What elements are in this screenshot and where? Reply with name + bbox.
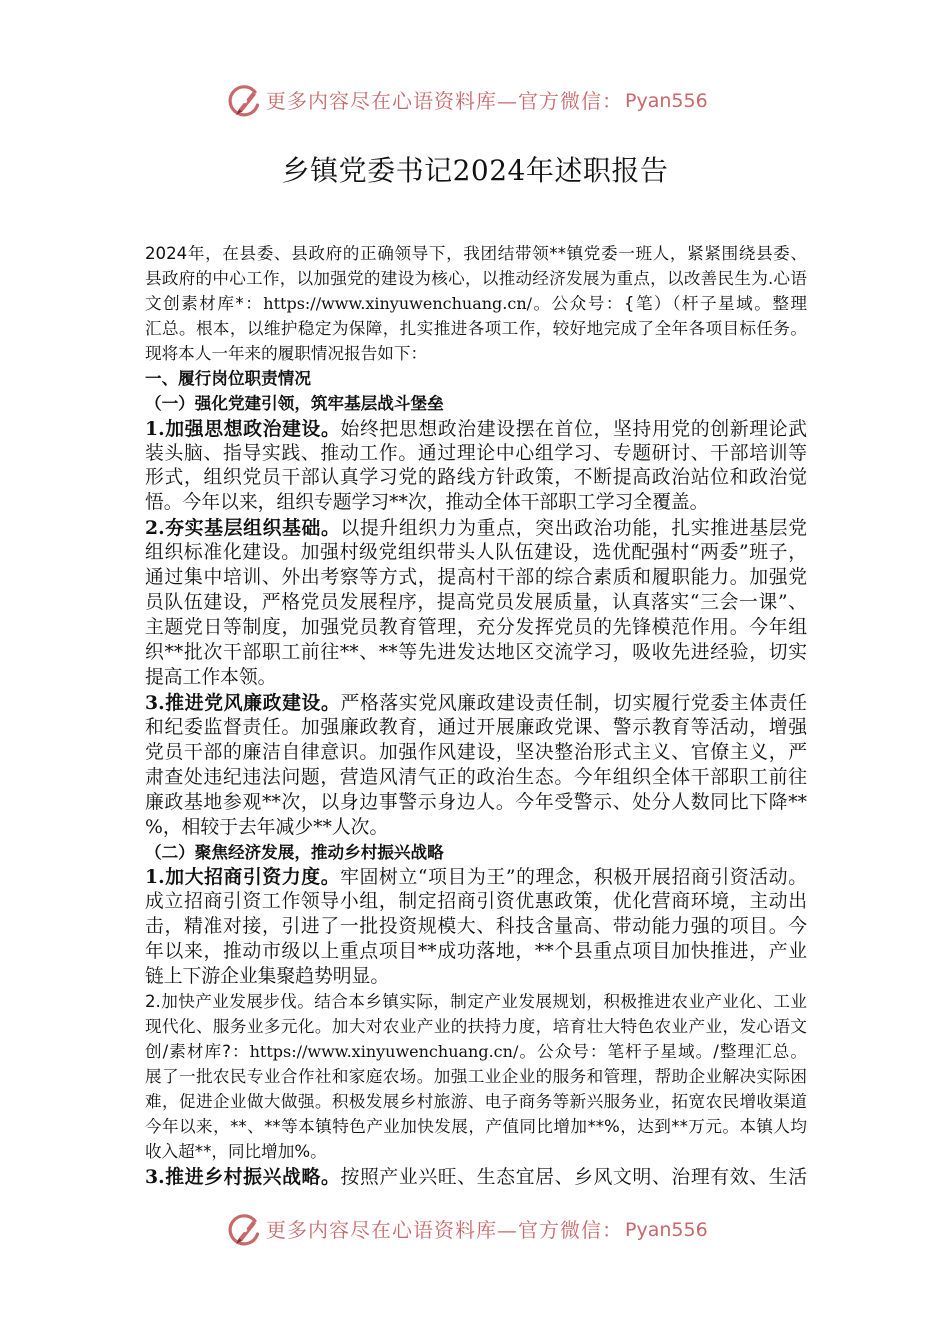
paragraph-line: 肃查处违纪违法问题，营造风清气正的政治生态。今年组织全体干部职工前往 xyxy=(145,766,807,788)
paragraph-line: 难，促进企业做大做强。积极发展乡村旅游、电子商务等新兴服务业，拓宽农民增收渠道 xyxy=(145,1091,807,1111)
paragraph-line: 党员干部的廉洁自律意识。加强作风建设，坚决整治形式主义、官僚主义，严 xyxy=(145,741,807,763)
paragraph-line: 2.加快产业发展步伐。结合本乡镇实际，制定产业发展规划，积极推进农业产业化、工业 xyxy=(145,992,807,1012)
website-url: https://www.xinyuwenchuang.cn/ xyxy=(263,293,533,313)
intro-line xyxy=(145,292,807,317)
paragraph-line xyxy=(145,417,807,442)
subsection-heading: （二）聚焦经济发展，推动乡村振兴战略 xyxy=(145,842,444,862)
subsection-heading: （一）强化党建引领，筑牢基层战斗堡垒 xyxy=(145,393,444,413)
item-lead: 3.推进党风廉政建设。 xyxy=(145,691,341,714)
paragraph-line: 今年以来，**、**等本镇特色产业加快发展，产值同比增加**%，达到**万元。本镇人均 xyxy=(145,1116,807,1136)
item-text: 以提升组织力为重点，突出政治功能，扎实推进基层党 xyxy=(340,518,808,540)
paragraph-line xyxy=(145,691,807,716)
intro-line: 2024年，在县委、县政府的正确领导下，我团结带领**镇党委一班人，紧紧围绕县委、 xyxy=(145,244,807,263)
paragraph-line: 现代化、服务业多元化。加大对农业产业的扶持力度，培育壮大特色农业产业，发心语文 xyxy=(145,1017,807,1037)
item-text: 严格落实党风廉政建设责任制，切实履行党委主体责任 xyxy=(340,692,808,714)
paragraph-line: 悟。今年以来，组织专题学习**次，推动全体干部职工学习全覆盖。 xyxy=(145,492,709,514)
item-lead: 1.加大招商引资力度。 xyxy=(145,866,341,889)
wechat-id: Pyan556 xyxy=(625,90,708,112)
paragraph-line: 提高工作本领。 xyxy=(145,666,277,688)
paragraph-line: 击，精准对接，引进了一批投资规模大、科技含量高、带动能力强的项目。今 xyxy=(145,916,807,938)
paragraph-line: 组织标准化建设。加强村级党组织带头人队伍建设，选优配强村“两委”班子， xyxy=(145,542,807,564)
paragraph-line xyxy=(145,1040,807,1065)
paragraph-line: 员队伍建设，严格党员发展程序，提高党员发展质量，认真落实“三会一课”、 xyxy=(145,592,807,614)
paragraph-line: 主题党日等制度，加强党员教育管理，充分发挥党员的先锋模范作用。今年组 xyxy=(145,617,807,639)
paragraph-line xyxy=(145,516,807,541)
paragraph-line: 和纪委监督责任。加强廉政教育，通过开展廉政党课、警示教育等活动，增强 xyxy=(145,716,807,738)
wechat-id: Pyan556 xyxy=(625,1219,708,1241)
item-text: 牢固树立“项目为王”的理念，积极开展招商引资活动。 xyxy=(340,867,808,889)
paragraph-line: 织**批次干部职工前往**、**等先进发达地区交流学习，吸收先进经验，切实 xyxy=(145,642,807,663)
paragraph-line: 廉政基地参观**次，以身边事警示身边人。今年受警示、处分人数同比下降** xyxy=(145,791,807,813)
item-text: 。公众号：笔杆子星域。/整理汇总。 xyxy=(518,1042,807,1061)
website-url: https://www.xinyuwenchuang.cn/ xyxy=(249,1042,519,1061)
item-lead: 2.夯实基层组织基础。 xyxy=(145,517,341,540)
footer-watermark xyxy=(228,1213,708,1247)
paragraph-line: 装头脑、指导实践、推动工作。通过理论中心组学习、专题研讨、干部培训等 xyxy=(145,442,807,464)
intro-line: 汇总。根本，以维护稳定为保障，扎实推进各项工作，较好地完成了全年各项目标任务。 xyxy=(145,318,807,338)
watermark-text: 更多内容尽在心语资料库—官方微信： xyxy=(266,1218,623,1242)
pen-circle-logo-icon xyxy=(228,1213,262,1247)
section-heading: 一、履行岗位职责情况 xyxy=(145,368,311,388)
item-text: 按照产业兴旺、生态宜居、乡风文明、治理有效、生活 xyxy=(340,1166,808,1188)
intro-line: 现将本人一年来的履职情况报告如下： xyxy=(145,343,428,363)
item-text: 始终把思想政治建设摆在首位，坚持用党的创新理论武 xyxy=(340,418,808,440)
item-lead: 3.推进乡村振兴战略。 xyxy=(145,1165,341,1188)
watermark-text: 更多内容尽在心语资料库—官方微信： xyxy=(266,89,623,113)
paragraph-line xyxy=(145,865,807,890)
item-text: 创/素材库?： xyxy=(145,1042,250,1061)
pen-circle-logo-icon xyxy=(228,84,262,118)
paragraph-line: 展了一批农民专业合作社和家庭农场。加强工业企业的服务和管理，帮助企业解决实际困 xyxy=(145,1066,807,1086)
paragraph-line xyxy=(145,1165,807,1190)
intro-text: 。公众号：{笔）（杆子星域。整理 xyxy=(532,293,808,313)
header-watermark xyxy=(228,84,708,118)
document-body xyxy=(145,242,807,1190)
intro-text: 文创素材库*： xyxy=(145,293,264,313)
paragraph-line: %，相较于去年减少**人次。 xyxy=(145,816,389,838)
paragraph-line: 年以来，推动市级以上重点项目**成功落地，**个县重点项目加快推进，产业 xyxy=(145,941,807,963)
intro-line: 县政府的中心工作，以加强党的建设为核心，以推动经济发展为重点，以改善民生为.心语 xyxy=(145,268,807,288)
paragraph-line: 成立招商引资工作领导小组，制定招商引资优惠政策，优化营商环境，主动出 xyxy=(145,891,807,913)
paragraph-line: 通过集中培训、外出考察等方式，提高村干部的综合素质和履职能力。加强党 xyxy=(145,567,807,589)
item-lead: 1.加强思想政治建设。 xyxy=(145,417,341,440)
paragraph-line: 链上下游企业集聚趋势明显。 xyxy=(145,966,390,988)
document-title: 乡镇党委书记2024年述职报告 xyxy=(281,154,669,187)
paragraph-line: 形式，组织党员干部认真学习党的路线方针政策，不断提高政治站位和政治觉 xyxy=(145,467,807,489)
paragraph-line: 收入超**，同比增加%。 xyxy=(145,1141,327,1161)
